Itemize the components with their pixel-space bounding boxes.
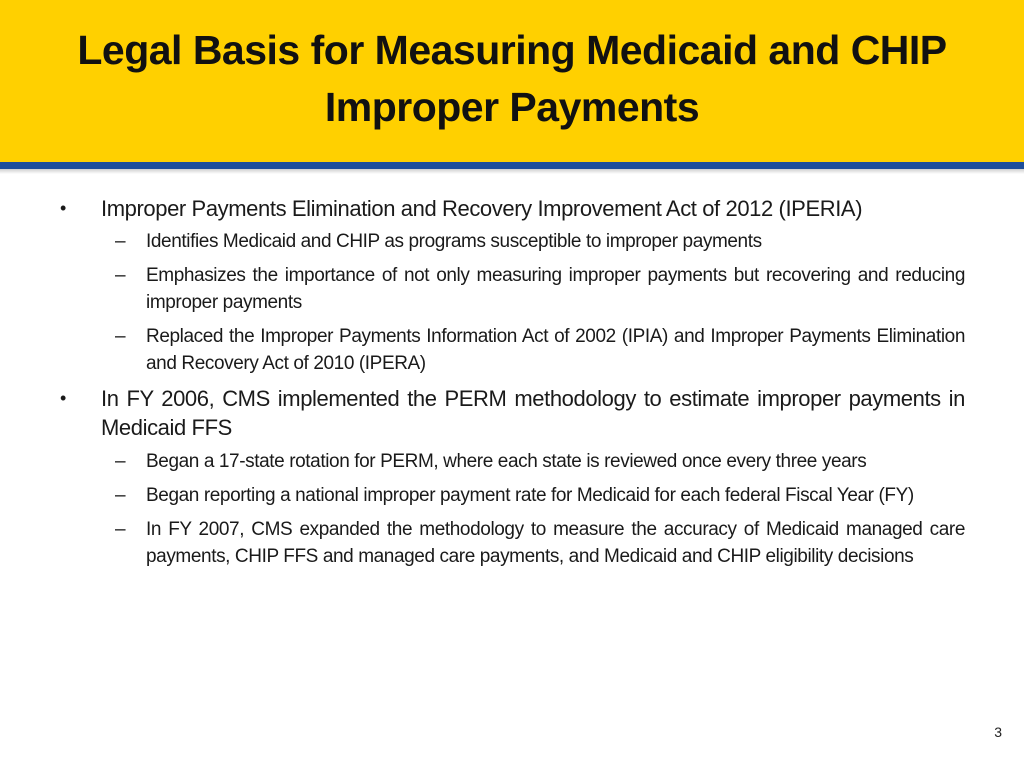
- sub-bullet-text: Identifies Medicaid and CHIP as programs susceptible to improper payments: [146, 231, 762, 252]
- bullet-marker: •: [60, 388, 66, 408]
- sub-bullet-rotation: [115, 448, 965, 475]
- sub-bullet-text: Replaced the Improper Payments Information Act of 2002 (IPIA) and Improper Payments Elimination and Recovery Act of 2010 (IPERA): [146, 326, 965, 374]
- sub-bullet-reporting: [115, 482, 965, 509]
- sub-bullet-text: Emphasizes the importance of not only measuring improper payments but recovering and reducing improper payments: [146, 265, 965, 313]
- sub-bullet-identifies: [115, 228, 965, 255]
- slide-body: [60, 194, 965, 570]
- slide-title-line-1: Legal Basis for Measuring Medicaid and CHIP: [77, 27, 947, 73]
- title-divider-shadow: [0, 169, 1024, 174]
- sub-bullet-marker: –: [115, 326, 126, 347]
- sub-bullet-text: Began reporting a national improper payment rate for Medicaid for each federal Fiscal Year (FY): [146, 485, 914, 506]
- bullet-iperia: [60, 194, 965, 223]
- page-number: 3: [994, 724, 1002, 740]
- sub-bullet-marker: –: [115, 519, 126, 540]
- sub-bullet-marker: –: [115, 231, 126, 252]
- sub-bullet-expanded: [115, 516, 965, 570]
- slide-title-line-2: Improper Payments: [324, 84, 700, 130]
- sub-bullet-emphasizes: [115, 262, 965, 316]
- sub-bullet-replaced: [115, 323, 965, 377]
- bullet-text: Improper Payments Elimination and Recovery Improvement Act of 2012 (IPERIA): [101, 196, 863, 221]
- bullet-text: In FY 2006, CMS implemented the PERM methodology to estimate improper payments in Medicaid FFS: [101, 386, 965, 440]
- sub-bullet-marker: –: [115, 265, 126, 286]
- slide-title: [20, 22, 1004, 136]
- sub-bullet-text: Began a 17-state rotation for PERM, where each state is reviewed once every three years: [146, 451, 867, 472]
- sub-bullet-marker: –: [115, 485, 126, 506]
- bullet-marker: •: [60, 198, 66, 218]
- bullet-perm-2006: [60, 384, 965, 442]
- sub-bullet-marker: –: [115, 451, 126, 472]
- sub-bullet-text: In FY 2007, CMS expanded the methodology to measure the accuracy of Medicaid managed care payments, CHIP FFS and managed care payments, and Medicaid and CHIP eligibility decisions: [146, 519, 965, 567]
- title-divider-stripe: [0, 162, 1024, 169]
